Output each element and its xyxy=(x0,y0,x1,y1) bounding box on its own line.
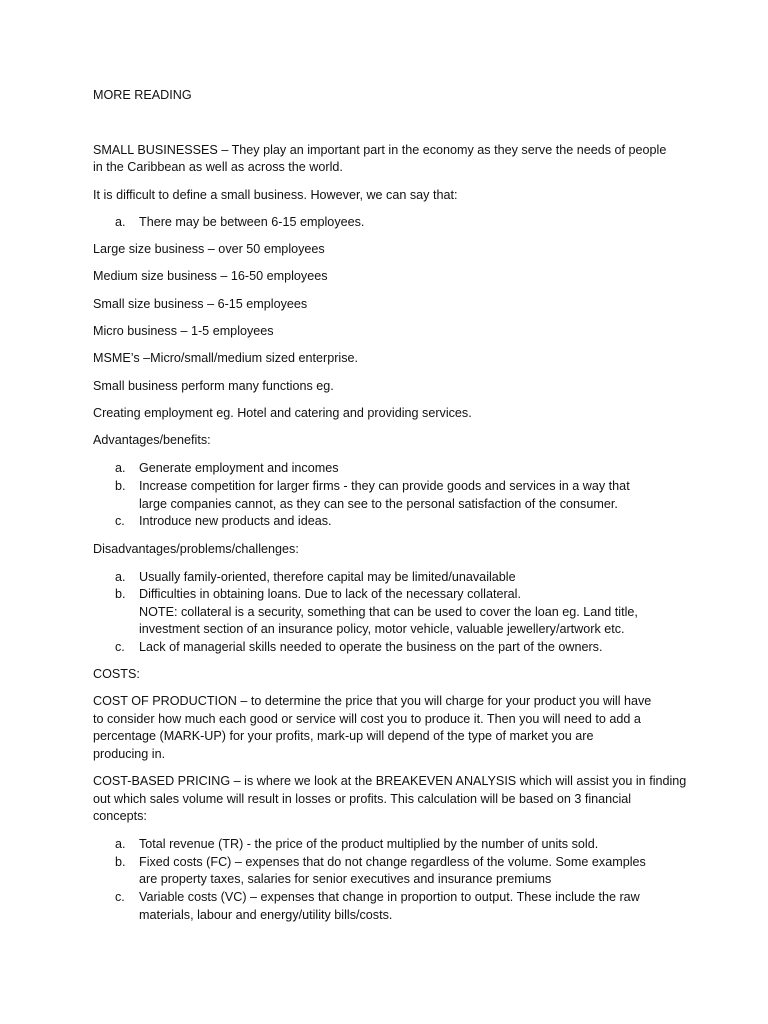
employment-line: Creating employment eg. Hotel and catering and providing services. xyxy=(93,406,472,420)
disadvantages-heading: Disadvantages/problems/challenges: xyxy=(93,542,299,556)
list-marker: c. xyxy=(115,514,125,528)
list-item: Increase competition for larger firms - they can provide goods and services in a way that xyxy=(139,479,630,493)
cost-based-pricing-line: out which sales volume will result in losses or profits. This calculation will be based on 3 financial xyxy=(93,792,632,806)
list-item: Total revenue (TR) - the price of the product multiplied by the number of units sold. xyxy=(139,837,599,851)
list-marker: c. xyxy=(115,640,125,654)
list-item: Lack of managerial skills needed to operate the business on the part of the owners. xyxy=(139,640,603,654)
list-item: Fixed costs (FC) – expenses that do not change regardless of the volume. Some examples xyxy=(139,855,646,869)
list-item: There may be between 6-15 employees. xyxy=(139,215,365,229)
intro-line-1: SMALL BUSINESSES – They play an important part in the economy as they serve the needs of people xyxy=(93,143,667,157)
list-marker: b. xyxy=(115,479,126,493)
list-item-continuation: materials, labour and energy/utility bills/costs. xyxy=(139,908,393,922)
list-item: Variable costs (VC) – expenses that change in proportion to output. These include the raw xyxy=(139,890,640,904)
cost-based-pricing-line: COST-BASED PRICING – is where we look at the BREAKEVEN ANALYSIS which will assist you in finding xyxy=(93,774,687,788)
size-micro: Micro business – 1-5 employees xyxy=(93,324,274,338)
cost-of-production-line: producing in. xyxy=(93,747,166,761)
list-item-continuation: are property taxes, salaries for senior executives and insurance premiums xyxy=(139,872,552,886)
list-marker: a. xyxy=(115,215,126,229)
list-marker: a. xyxy=(115,837,126,851)
list-item-continuation: investment section of an insurance policy, motor vehicle, valuable jewellery/artwork etc. xyxy=(139,622,625,636)
cost-based-pricing-line: concepts: xyxy=(93,809,147,823)
list-item: Introduce new products and ideas. xyxy=(139,514,332,528)
costs-heading: COSTS: xyxy=(93,667,140,681)
functions-line: Small business perform many functions eg. xyxy=(93,379,334,393)
size-large: Large size business – over 50 employees xyxy=(93,242,325,256)
list-marker: c. xyxy=(115,890,125,904)
advantages-heading: Advantages/benefits: xyxy=(93,433,211,447)
cost-of-production-line: COST OF PRODUCTION – to determine the price that you will charge for your product you will have xyxy=(93,694,652,708)
list-item: Difficulties in obtaining loans. Due to lack of the necessary collateral. xyxy=(139,587,521,601)
size-medium: Medium size business – 16-50 employees xyxy=(93,269,328,283)
list-item: Generate employment and incomes xyxy=(139,461,339,475)
size-small: Small size business – 6-15 employees xyxy=(93,297,308,311)
list-marker: a. xyxy=(115,461,126,475)
msme-line: MSME’s –Micro/small/medium sized enterprise. xyxy=(93,351,359,365)
list-marker: b. xyxy=(115,855,126,869)
cost-of-production-line: percentage (MARK-UP) for your profits, mark-up will depend of the type of market you are xyxy=(93,729,594,743)
intro-line-2: in the Caribbean as well as across the world. xyxy=(93,160,343,174)
list-marker: b. xyxy=(115,587,126,601)
list-item: Usually family-oriented, therefore capital may be limited/unavailable xyxy=(139,570,516,584)
page-title: MORE READING xyxy=(93,88,192,102)
cost-of-production-line: to consider how much each good or service will cost you to produce it. Then you will need to add a xyxy=(93,712,641,726)
list-item-continuation: NOTE: collateral is a security, something that can be used to cover the loan eg. Land title, xyxy=(139,605,638,619)
list-marker: a. xyxy=(115,570,126,584)
list-item-continuation: large companies cannot, as they can see to the personal satisfaction of the consumer. xyxy=(139,497,618,511)
define-line: It is difficult to define a small business. However, we can say that: xyxy=(93,188,458,202)
